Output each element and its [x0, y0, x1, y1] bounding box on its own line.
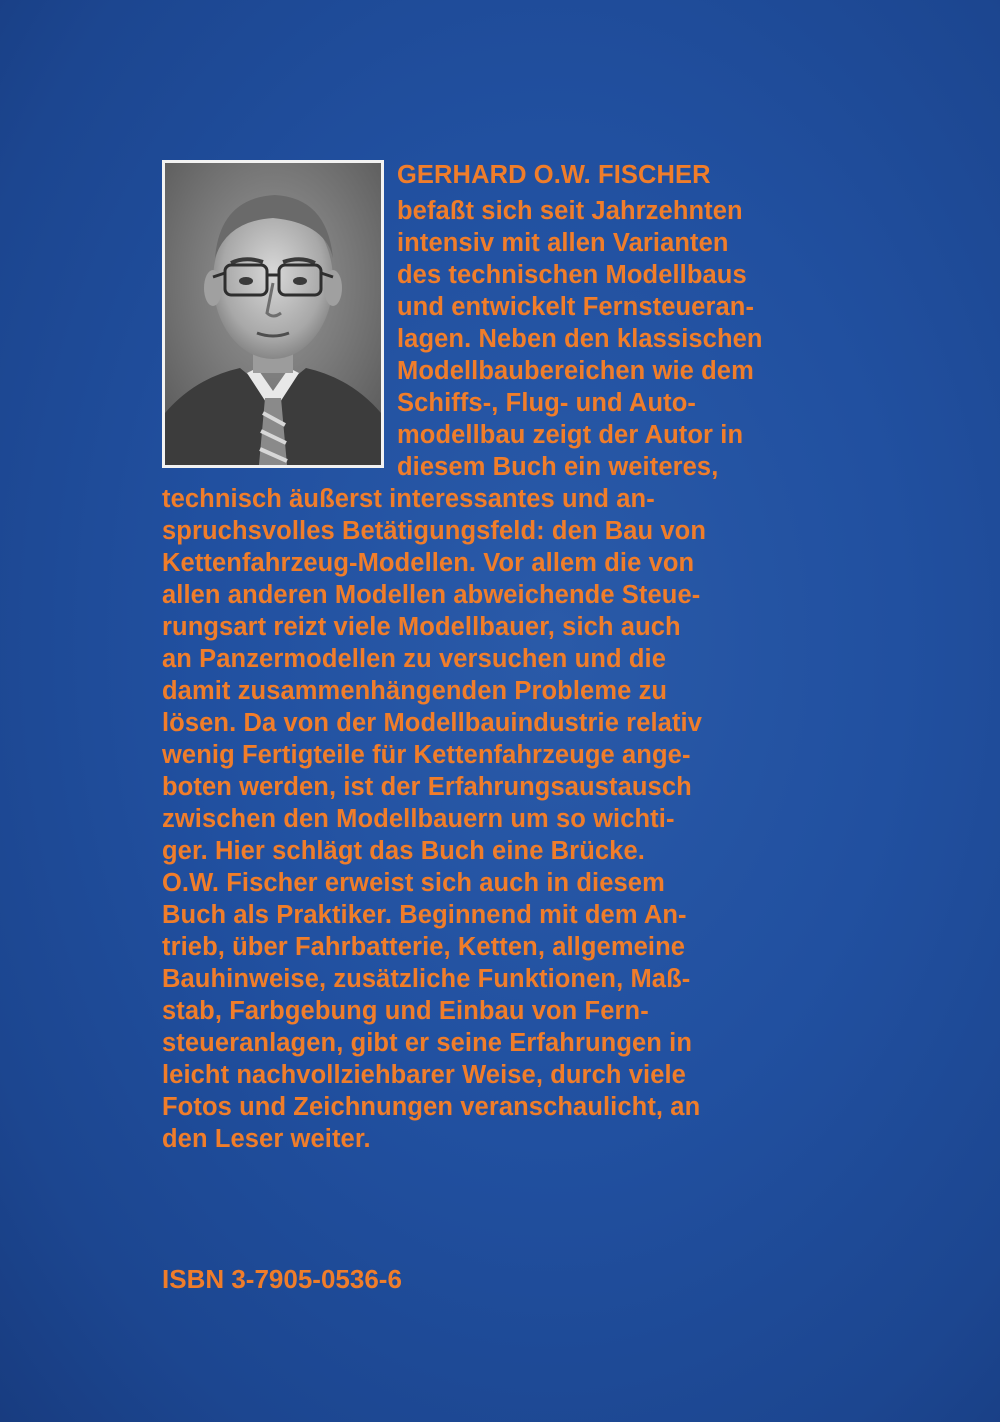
blurb-line: lösen. Da von der Modellbauindustrie relativ — [162, 709, 703, 737]
blurb-line: spruchsvolles Betätigungsfeld: den Bau von — [162, 517, 707, 545]
blurb-line: Schiffs-, Flug- und Auto- — [397, 389, 696, 417]
isbn-number: ISBN 3-7905-0536-6 — [162, 1264, 402, 1294]
blurb-line: modellbau zeigt der Autor in — [397, 421, 744, 449]
blurb-line: diesem Buch ein weiteres, — [397, 453, 719, 481]
blurb-line: leicht nachvollziehbarer Weise, durch viele — [162, 1061, 686, 1089]
blurb-line: an Panzermodellen zu versuchen und die — [162, 645, 667, 673]
blurb-line: technisch äußerst interessantes und an- — [162, 485, 655, 513]
blurb-line: den Leser weiter. — [162, 1125, 371, 1153]
blurb-line: lagen. Neben den klassischen — [397, 325, 763, 353]
blurb-line: des technischen Modellbaus — [397, 261, 747, 289]
blurb-line: wenig Fertigteile für Kettenfahrzeuge ange- — [162, 741, 691, 769]
blurb-line: trieb, über Fahrbatterie, Ketten, allgemeine — [162, 933, 686, 961]
author-photo — [162, 160, 384, 468]
blurb-line: Modellbaubereichen wie dem — [397, 357, 754, 385]
blurb-line: rungsart reizt viele Modellbauer, sich auch — [162, 613, 681, 641]
blurb-line: und entwickelt Fernsteueran- — [397, 293, 755, 321]
blurb-line: damit zusammenhängenden Probleme zu — [162, 677, 668, 705]
blurb-line: Fotos und Zeichnungen veranschaulicht, an — [162, 1093, 701, 1121]
blurb-line: boten werden, ist der Erfahrungsaustausch — [162, 773, 692, 801]
blurb-line: Kettenfahrzeug-Modellen. Vor allem die von — [162, 549, 695, 577]
blurb-line: steueranlagen, gibt er seine Erfahrungen in — [162, 1029, 693, 1057]
blurb-line: ger. Hier schlägt das Buch eine Brücke. — [162, 837, 645, 865]
blurb-line: Buch als Praktiker. Beginnend mit dem An- — [162, 901, 687, 929]
blurb-line: intensiv mit allen Varianten — [397, 229, 729, 257]
author-name: GERHARD O.W. FISCHER — [397, 161, 711, 189]
blurb-line: befaßt sich seit Jahrzehnten — [397, 197, 743, 225]
blurb-line: stab, Farbgebung und Einbau von Fern- — [162, 997, 649, 1025]
blurb-line: zwischen den Modellbauern um so wichti- — [162, 805, 675, 833]
blurb-line: allen anderen Modellen abweichende Steue- — [162, 581, 701, 609]
blurb-line: O.W. Fischer erweist sich auch in diesem — [162, 869, 665, 897]
blurb-line: Bauhinweise, zusätzliche Funktionen, Maß- — [162, 965, 691, 993]
